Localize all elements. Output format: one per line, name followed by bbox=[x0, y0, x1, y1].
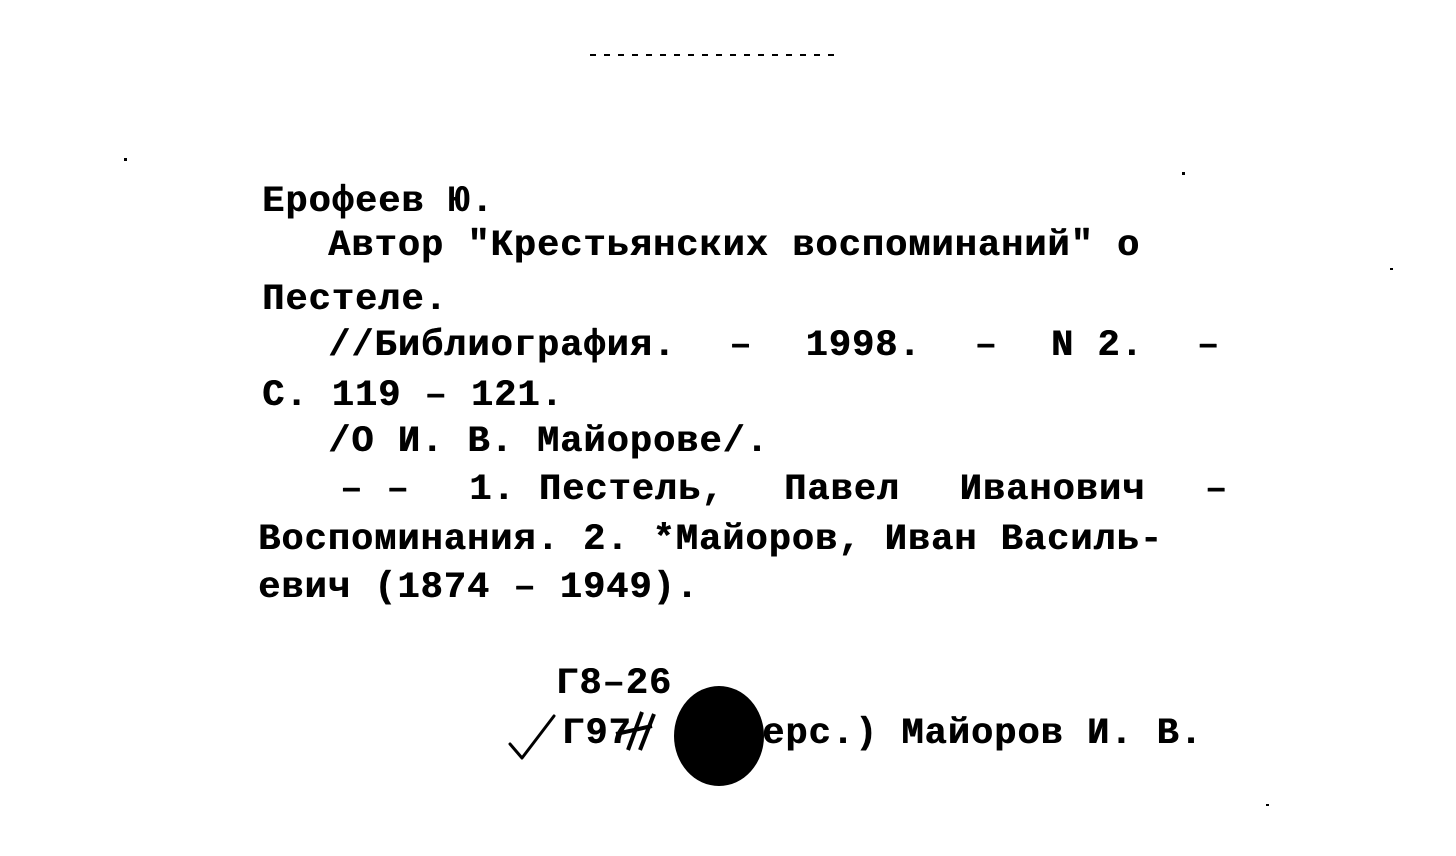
source-year: 1998. bbox=[805, 325, 922, 367]
classification-code-2: Г97 bbox=[562, 713, 632, 755]
source-line bbox=[328, 325, 1220, 367]
source-separator: – bbox=[974, 325, 998, 367]
author-line: Ерофеев Ю. bbox=[262, 181, 495, 223]
checkmark-icon bbox=[508, 714, 558, 762]
subjects-line-3: евич (1874 – 1949). bbox=[258, 567, 699, 609]
pages-line: С. 119 – 121. bbox=[262, 375, 564, 417]
strikethrough-mark bbox=[612, 708, 656, 752]
scan-speck bbox=[124, 158, 127, 161]
subject-1-name: Павел bbox=[783, 469, 900, 511]
title-line-1: Автор "Крестьянских воспоминаний" о bbox=[328, 225, 1141, 267]
top-scan-artifact bbox=[590, 54, 840, 56]
classification-code-2-tail: ерс.) Майоров И. В. bbox=[762, 713, 1203, 755]
title-line-2: Пестеле. bbox=[262, 279, 448, 321]
subjects-dash: – – bbox=[340, 469, 410, 511]
subject-1-surname: 1. Пестель, bbox=[469, 469, 725, 511]
scan-speck bbox=[1182, 172, 1185, 175]
classification-code-1: Г8–26 bbox=[556, 663, 673, 705]
ink-blot bbox=[674, 686, 764, 786]
scan-speck bbox=[1390, 268, 1393, 270]
note-line: /О И. В. Майорове/. bbox=[328, 421, 769, 463]
subjects-line-1 bbox=[340, 469, 1228, 511]
source-journal: //Библиография. bbox=[328, 325, 677, 367]
subjects-dash: – bbox=[1204, 469, 1228, 511]
subject-1-patronymic: Иванович bbox=[959, 469, 1146, 511]
source-issue: N 2. bbox=[1050, 325, 1144, 367]
source-separator: – bbox=[729, 325, 753, 367]
source-separator: – bbox=[1196, 325, 1220, 367]
subjects-line-2: Воспоминания. 2. *Майоров, Иван Василь- bbox=[258, 519, 1163, 561]
scan-speck bbox=[1266, 804, 1269, 806]
